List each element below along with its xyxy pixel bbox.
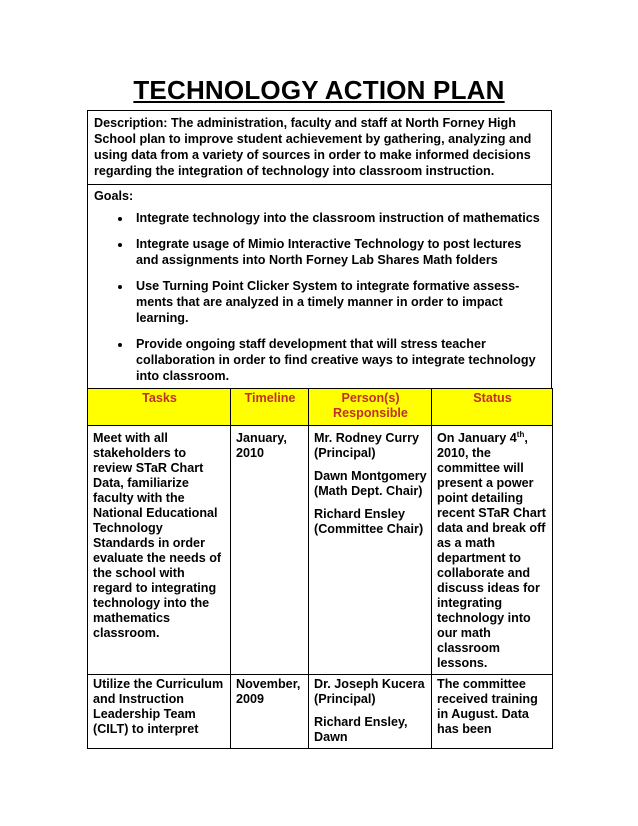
header-timeline: Timeline: [231, 389, 309, 426]
status-superscript: th: [516, 429, 525, 439]
timeline-cell: November, 2009: [231, 675, 309, 749]
persons-cell: [309, 675, 432, 749]
status-text-end: , 2010, the committee will present a power point detailing recent STaR Chart data and break off as a math department to collaborate and discuss ideas for integrating technology into our math classroom lessons.: [437, 431, 546, 670]
person-entry: Richard Ensley, Dawn: [314, 715, 408, 744]
person-entry: Dawn Montgomery (Math Dept. Chair): [314, 469, 427, 498]
table-header-row: [88, 389, 553, 426]
status-text-start: On January 4: [437, 431, 517, 445]
goal-item: • Integrate usage of Mimio Interactive Technology to post lectures and assignments into North Forney Lab Shares Math folders: [132, 236, 545, 268]
goals-label: Goals:: [94, 189, 134, 203]
goal-item: • Integrate technology into the classroom instruction of mathematics: [132, 210, 545, 226]
goals-block: [88, 184, 551, 388]
status-cell: [432, 426, 553, 675]
task-cell: Meet with all stakeholders to review STaR Chart Data, familiarize faculty with the National Educational Technology Standards in order evaluate the needs of the school with regard to integrating technology into the mathematics classroom.: [88, 426, 231, 675]
persons-cell: [309, 426, 432, 675]
plan-frame: [87, 110, 552, 388]
document-title: TECHNOLOGY ACTION PLAN: [133, 75, 505, 105]
timeline-cell: January, 2010: [231, 426, 309, 675]
table-row: [88, 675, 553, 749]
header-status: Status: [432, 389, 553, 426]
description-block: Description: The administration, faculty and staff at North Forney High School plan to improve student achievement by gathering, analyzing and using data from a variety of sources in order to make informed decisions regarding the integration of technology into classroom instruction.: [94, 116, 532, 178]
table-row: [88, 426, 553, 675]
header-persons: Person(s) Responsible: [309, 389, 432, 426]
person-entry: Mr. Rodney Curry (Principal): [314, 431, 419, 460]
goal-item: • Use Turning Point Clicker System to integrate formative assess-ments that are analyzed in a timely manner in order to impact learning.: [132, 278, 545, 326]
person-entry: Richard Ensley (Committee Chair): [314, 507, 424, 536]
goal-item: • Provide ongoing staff development that will stress teacher collaboration in order to find creative ways to integrate technology into classroom.: [132, 336, 545, 384]
task-cell: Utilize the Curriculum and Instruction Leadership Team (CILT) to interpret: [88, 675, 231, 749]
goals-list: [94, 210, 545, 384]
header-tasks: Tasks: [88, 389, 231, 426]
action-plan-sheet: [87, 110, 552, 749]
person-entry: Dr. Joseph Kucera (Principal): [314, 677, 425, 706]
status-cell: The committee received training in August. Data has been: [432, 675, 553, 749]
action-table: [87, 388, 553, 749]
